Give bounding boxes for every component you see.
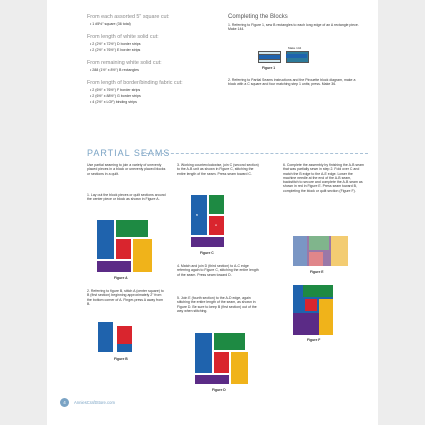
partial-intro: Use partial seaming to join a variety of unevenly placed pieces in a block or unevenly placed blocks or sections in a quilt. xyxy=(87,163,166,176)
partial-step-3: 3. Working counterclockwise, join C (second section) to the A-B unit as shown in Figure C, stitching the entire length of the seam. Press seam toward C. xyxy=(177,163,259,176)
cutting-item: • 2 (2½" x 72½") D border strips xyxy=(90,42,141,46)
figure-d-caption: Figure D xyxy=(212,388,226,392)
figure-a-caption: Figure A xyxy=(114,276,128,280)
block-yellow xyxy=(231,352,248,384)
block-red xyxy=(305,299,317,311)
partial-step-5: 5. Join E (fourth section) to the A-D edge, again stitching the entire length of the seam, as shown in Figure D. Be sure to keep B (first section) out of the way when stitching. xyxy=(177,296,257,313)
block-yellow xyxy=(319,299,333,335)
block-red xyxy=(116,239,131,259)
block-purple xyxy=(191,237,224,247)
partial-seams-title: PARTIAL SEAMS xyxy=(87,148,171,158)
block-green xyxy=(303,285,333,297)
cutting-item: • 2 (6½" x 76½") F border strips xyxy=(90,88,140,92)
partial-step-1: 1. Lay out the block pieces or quilt sections around the center piece or block as shown in Figure A. xyxy=(87,193,166,202)
cutting-header-assorted: From each assorted 5" square cut: xyxy=(87,14,170,20)
block-blue xyxy=(191,195,207,235)
block-light-red xyxy=(309,252,323,266)
footer-site-link[interactable]: AnniesCraftStore.com xyxy=(74,400,115,405)
block-green xyxy=(214,333,245,350)
cutting-item: • 1 #5½" square (36 total) xyxy=(90,22,131,26)
block-purple xyxy=(293,313,319,335)
block-blue xyxy=(98,322,113,352)
cutting-item: • 4 (2½" x LOF) binding strips xyxy=(90,100,137,104)
block-blue-lower xyxy=(117,344,132,352)
cutting-header-border: From length of border/binding fabric cut: xyxy=(87,80,183,86)
partial-step-4: 4. Match and join D (third section) to A-C edge referring again to Figure C, stitching the entire length of the seam. Press seam toward D. xyxy=(177,264,259,277)
block-blue xyxy=(97,220,114,259)
block-yellow xyxy=(133,239,152,272)
cutting-header-white: From length of white solid cut: xyxy=(87,34,159,40)
cutting-item: • 2 (2½" x 76½") E border strips xyxy=(90,48,140,52)
cutting-header-remaining: From remaining white solid cut: xyxy=(87,60,162,66)
block-red xyxy=(214,352,229,373)
figure-c-caption: Figure C xyxy=(200,251,214,255)
block-purple xyxy=(97,261,131,272)
cutting-item: • 288 (1½" x 8½") B rectangles xyxy=(90,68,139,72)
block-purple xyxy=(195,375,229,384)
cutting-item: • 2 (6½" x 88½") G border strips xyxy=(90,94,141,98)
block-light-green xyxy=(309,236,329,250)
block-light-yellow xyxy=(331,236,348,266)
section-divider xyxy=(141,153,368,154)
block-green xyxy=(116,220,148,237)
block-green xyxy=(209,195,224,214)
partial-step-6: 6. Complete the assembly by finishing the A-B seam that was partially sewn in step 2. Fold over C and match the B edge to the A-E edge. Lower the machine needle at the end of the A-B seam, backstitch to secure and complete the A-B seam as shown in red in Figure E. Press seam toward B, completing the block or quilt section (Figure F). xyxy=(283,163,364,193)
block-light-blue xyxy=(293,236,307,266)
page-number: 4 xyxy=(60,398,69,407)
figure-1-unit-center xyxy=(286,54,307,58)
completing-title: Completing the Blocks xyxy=(228,14,288,20)
partial-step-2: 2. Referring to figure B, stitch A (center square) to B (first section) beginning approximately 2" from the bottom corner of A. Finger-press A away from B. xyxy=(87,289,164,306)
completing-step-1: 1. Referring to Figure 1, sew B rectangles to each long edge of an A rectangle piece. Make 144. xyxy=(228,23,359,32)
figure-b-caption: Figure B xyxy=(114,357,128,361)
figure-1-caption: Figure 1 xyxy=(262,66,276,70)
figure-e-caption: Figure E xyxy=(310,270,324,274)
figure-1-strip xyxy=(258,59,281,63)
block-blue xyxy=(195,333,212,373)
completing-step-2: 2. Referring to Partial Seams instructions and the Pirouette block diagram, make a block with a C square and four matching step 1 units; press. Make 36. xyxy=(228,78,356,87)
figure-f-caption: Figure F xyxy=(307,338,321,342)
figure-1-label: Make 144 xyxy=(288,46,302,50)
